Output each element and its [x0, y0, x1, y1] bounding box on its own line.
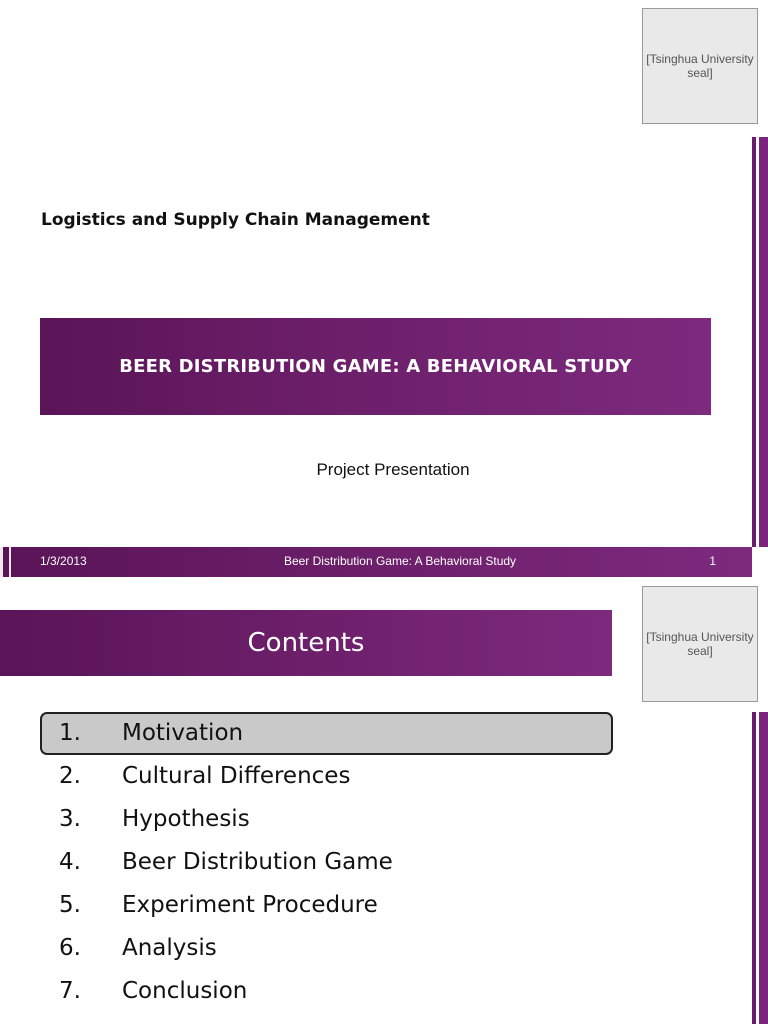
contents-list [0, 712, 640, 1013]
contents-slide [0, 578, 768, 1024]
item-label: Analysis [122, 935, 217, 961]
item-number: 5. [59, 892, 81, 918]
item-label: Hypothesis [122, 806, 250, 832]
university-seal-logo: [Tsinghua University seal] [642, 586, 758, 702]
item-number: 1. [59, 720, 81, 746]
item-label: Beer Distribution Game [122, 849, 393, 875]
item-number: 2. [59, 763, 81, 789]
contents-item-experiment-procedure[interactable] [0, 884, 640, 927]
contents-item-conclusion[interactable] [0, 970, 640, 1013]
slide-accent-bars [752, 137, 768, 547]
contents-item-analysis[interactable] [0, 927, 640, 970]
item-number: 3. [59, 806, 81, 832]
presentation-subtitle: Project Presentation [316, 460, 470, 479]
contents-item-cultural-differences[interactable] [0, 755, 640, 798]
course-title: Logistics and Supply Chain Management [41, 210, 430, 230]
footer-page-number: 1 [709, 554, 716, 568]
contents-item-hypothesis[interactable] [0, 798, 640, 841]
contents-item-motivation[interactable] [40, 712, 613, 755]
contents-item-beer-distribution-game[interactable] [0, 841, 640, 884]
item-label: Motivation [122, 720, 244, 746]
university-seal-logo: [Tsinghua University seal] [642, 8, 758, 124]
item-number: 4. [59, 849, 81, 875]
item-label: Cultural Differences [122, 763, 351, 789]
presentation-title: BEER DISTRIBUTION GAME: A BEHAVIORAL STUDY [119, 356, 632, 377]
contents-banner [0, 610, 612, 676]
footer-date: 1/3/2013 [40, 554, 87, 568]
title-banner [40, 318, 711, 415]
item-label: Experiment Procedure [122, 892, 378, 918]
slide-accent-bars [752, 712, 768, 1024]
item-label: Conclusion [122, 978, 248, 1004]
item-number: 7. [59, 978, 81, 1004]
footer-title: Beer Distribution Game: A Behavioral Study [283, 554, 517, 568]
contents-heading: Contents [247, 628, 365, 658]
slide-footer [0, 547, 752, 577]
item-number: 6. [59, 935, 81, 961]
